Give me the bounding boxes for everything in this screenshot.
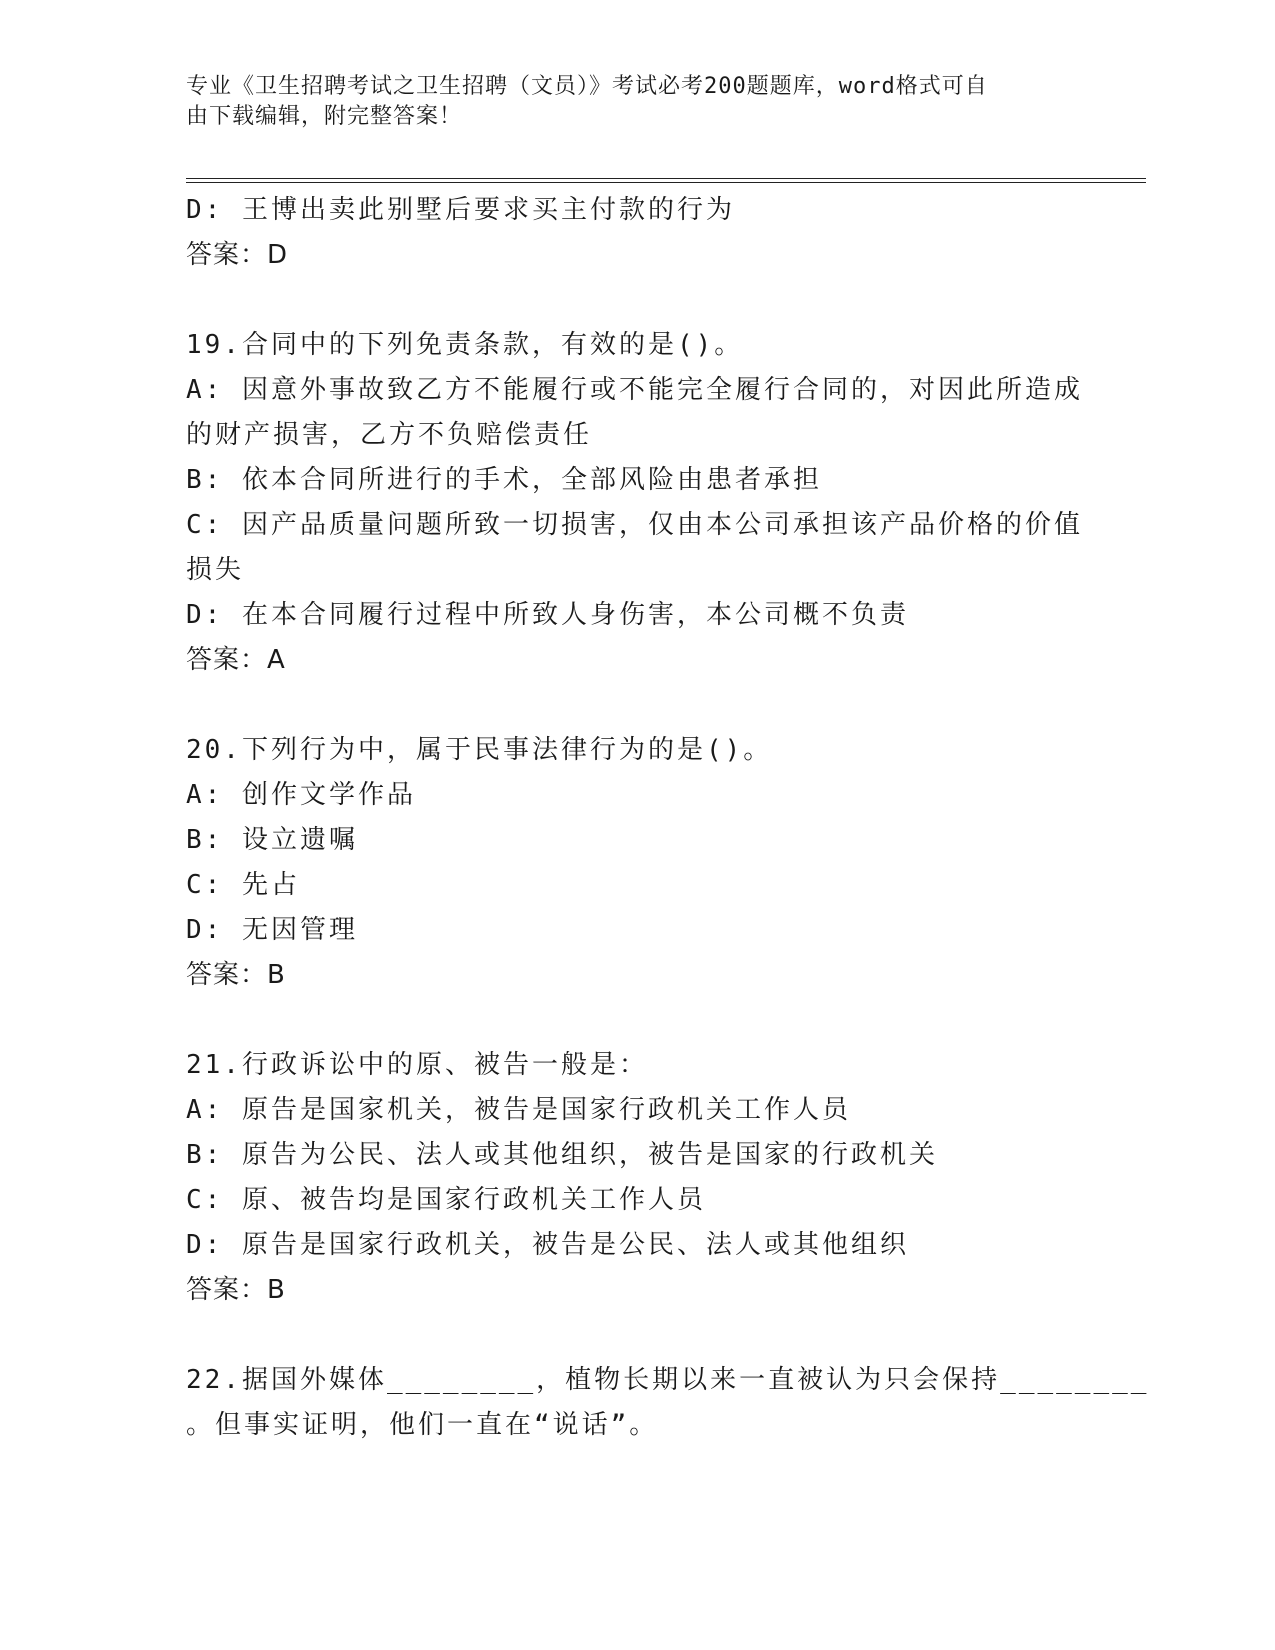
option-a-continued: 的财产损害，乙方不负赔偿责任 (186, 420, 593, 450)
option-c: C: 因产品质量问题所致一切损害，仅由本公司承担该产品价格的价值 (186, 510, 1083, 540)
question-stem: 19.合同中的下列免责条款，有效的是()。 (186, 330, 744, 360)
option-b: B: 原告为公民、法人或其他组织，被告是国家的行政机关 (186, 1140, 938, 1170)
question-stem: 22.据国外媒体________，植物长期以来一直被认为只会保持________ (186, 1365, 1150, 1395)
answer-line: 答案：B (186, 1275, 286, 1305)
header-divider-bottom (186, 182, 1146, 183)
question-19 (186, 323, 1086, 683)
option-c: C: 原、被告均是国家行政机关工作人员 (186, 1185, 706, 1215)
option-c: C: 先占 (186, 870, 300, 900)
option-d: D: 在本合同履行过程中所致人身伤害，本公司概不负责 (186, 600, 909, 630)
option-d: D: 无因管理 (186, 915, 358, 945)
question-stem: 20.下列行为中，属于民事法律行为的是()。 (186, 735, 773, 765)
option-a: A: 因意外事故致乙方不能履行或不能完全履行合同的，对因此所造成 (186, 375, 1083, 405)
header-line-2: 由下载编辑，附完整答案！ (186, 104, 463, 129)
question-22 (186, 1358, 1150, 1448)
answer-line: 答案：B (186, 960, 286, 990)
option-b: B: 依本合同所进行的手术，全部风险由患者承担 (186, 465, 822, 495)
answer-line: 答案：A (186, 645, 286, 675)
option-b: B: 设立遗嘱 (186, 825, 358, 855)
question-stem-continued: 。但事实证明，他们一直在“说话”。 (186, 1410, 659, 1440)
option-a: A: 原告是国家机关，被告是国家行政机关工作人员 (186, 1095, 851, 1125)
option-a: A: 创作文学作品 (186, 780, 416, 810)
header-divider-top (186, 178, 1146, 179)
document-header (186, 72, 1066, 132)
option-d: D: 原告是国家行政机关，被告是公民、法人或其他组织 (186, 1230, 909, 1260)
question-content (186, 188, 1150, 1448)
question-20 (186, 728, 1086, 998)
question-18-tail (186, 188, 1086, 278)
answer-line: 答案：D (186, 240, 289, 270)
header-line-1: 专业《卫生招聘考试之卫生招聘（文员）》考试必考200题题库，word格式可自 (186, 74, 988, 99)
question-stem: 21.行政诉讼中的原、被告一般是： (186, 1050, 648, 1080)
option-c-continued: 损失 (186, 555, 245, 585)
question-21 (186, 1043, 1086, 1313)
option-d: D: 王博出卖此别墅后要求买主付款的行为 (186, 195, 735, 225)
